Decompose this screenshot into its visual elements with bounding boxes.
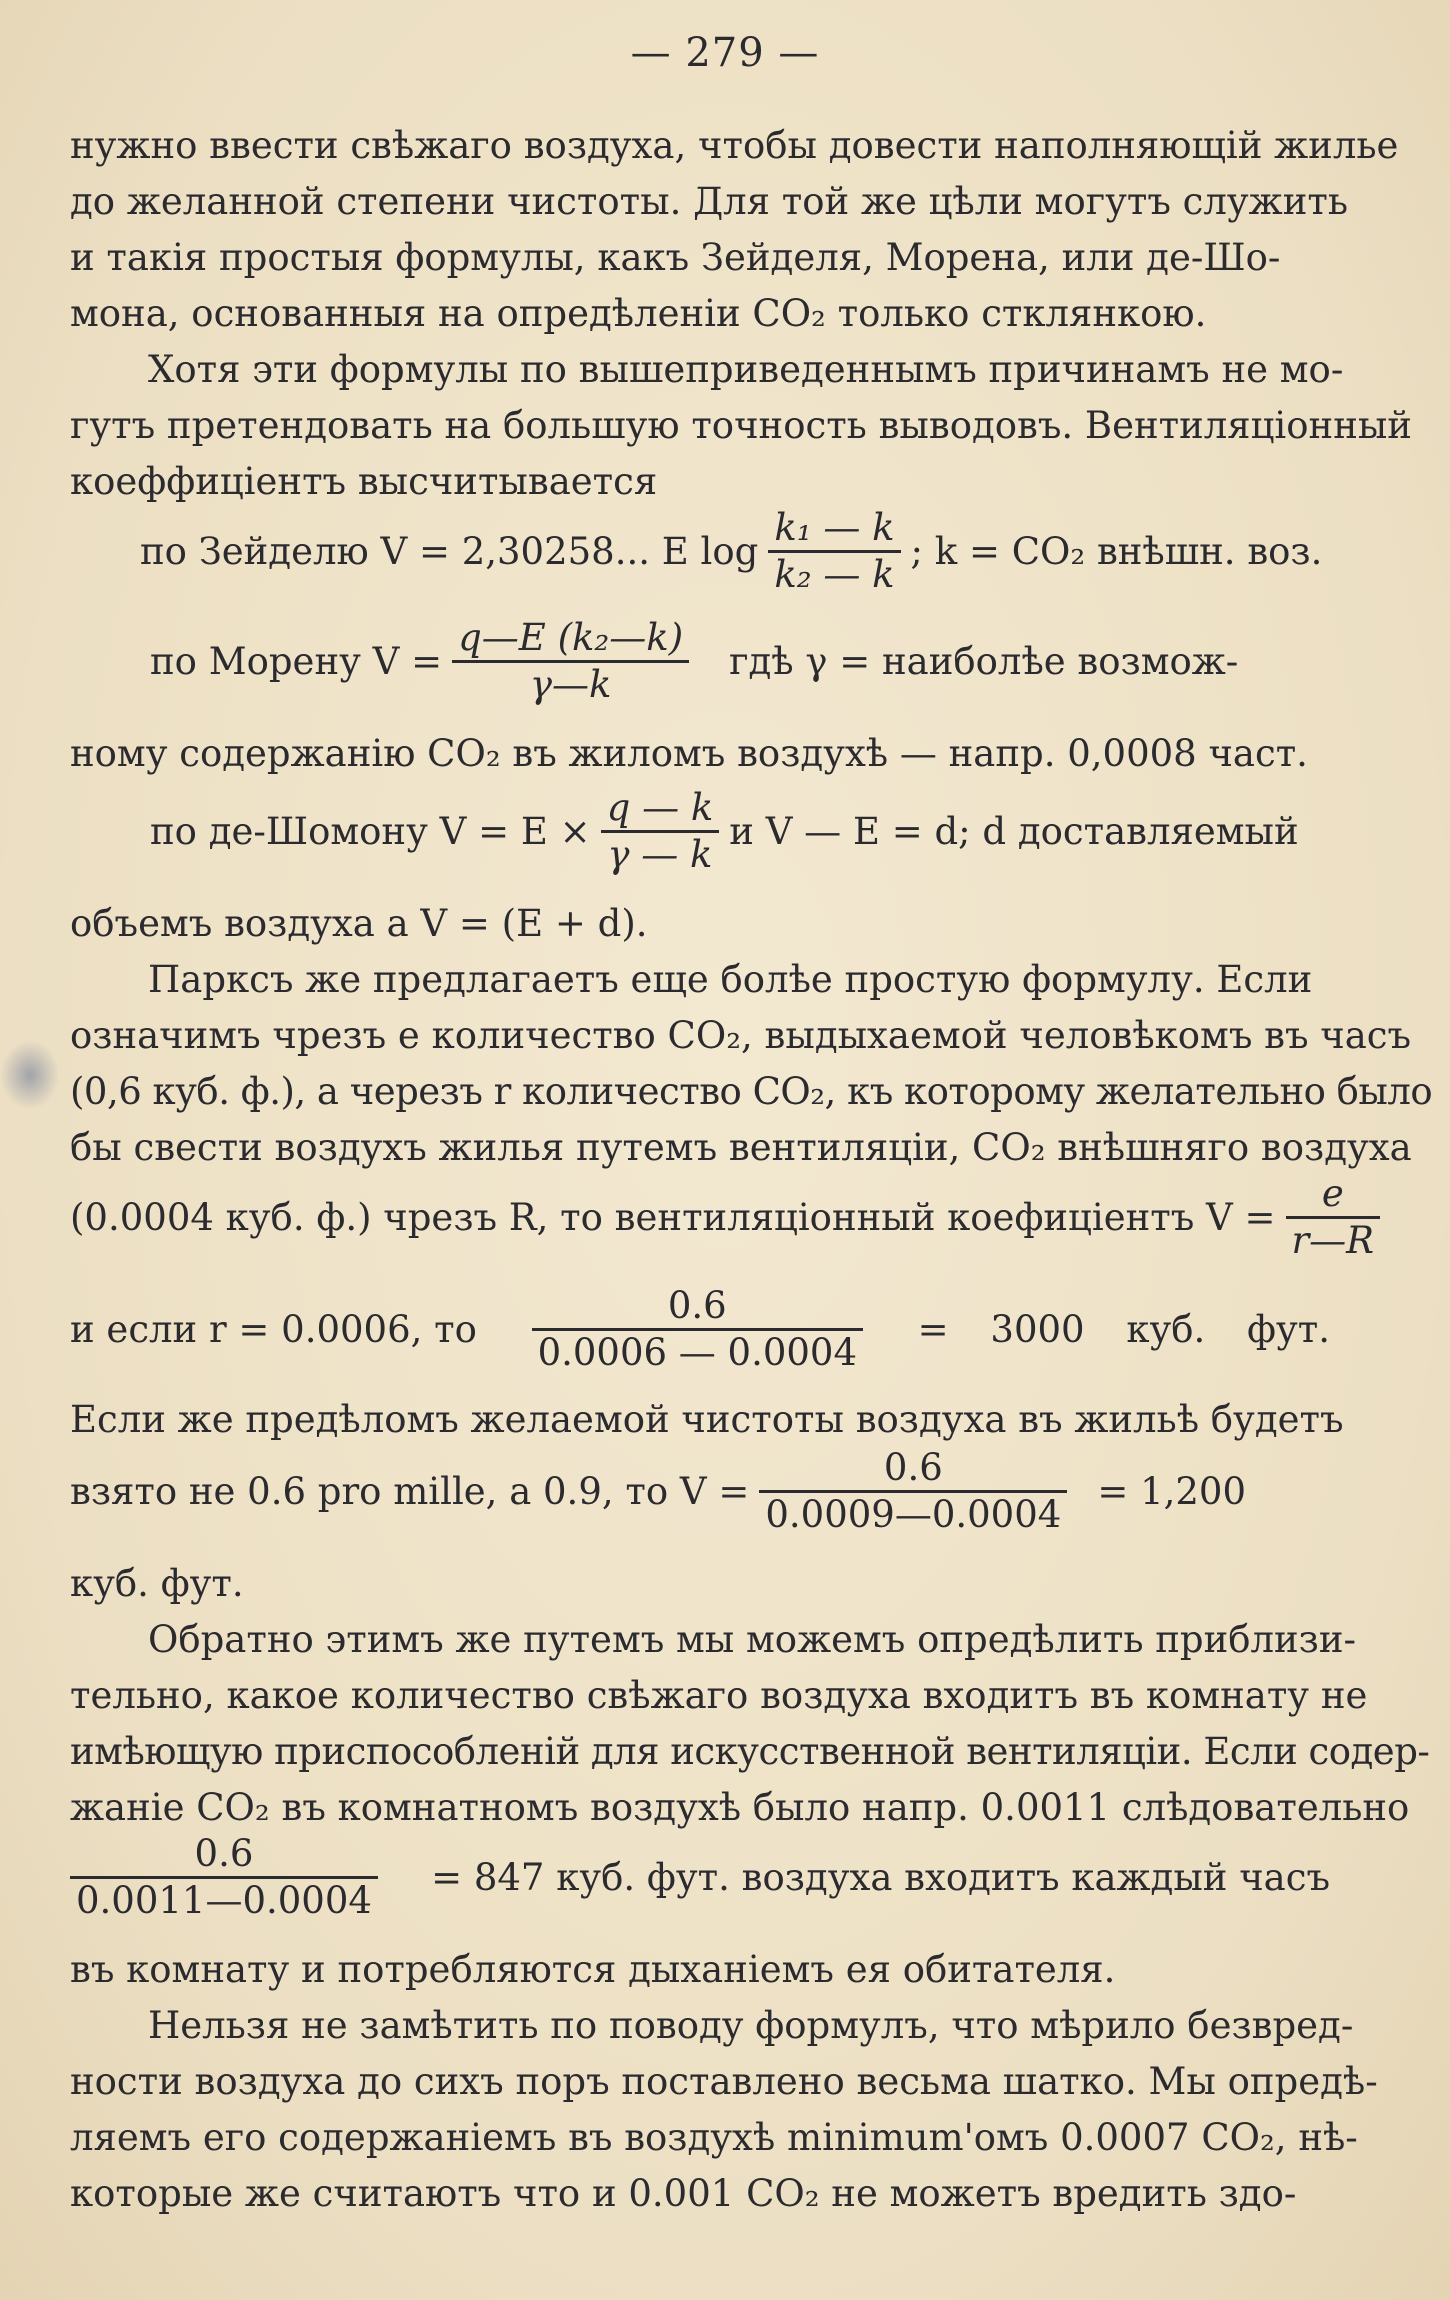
formula-lead: по де-Шомону V = E ×	[150, 810, 591, 853]
fraction-numerator: 0.6	[667, 1284, 727, 1327]
text-line: и такія простыя формулы, какъ Зейделя, Морена, или де-Шо-	[70, 236, 1281, 279]
text-line: (0,6 куб. ф.), а черезъ r количество CO₂, къ которому желательно было	[70, 1070, 1433, 1113]
formula-lead: и если r = 0.0006, то	[70, 1308, 477, 1351]
fraction	[1286, 1172, 1381, 1263]
fraction-denominator: 0.0009—0.0004	[765, 1493, 1062, 1536]
fraction	[452, 616, 689, 707]
fraction	[532, 1284, 863, 1375]
formula-tail: = 847 куб. фут. воздуха входитъ каждый часъ	[431, 1856, 1330, 1899]
formula-example-2	[70, 1446, 1330, 1537]
fraction	[759, 1446, 1067, 1537]
text-line: до желанной степени чистоты. Для той же цѣли могутъ служить	[70, 180, 1348, 223]
text-line: жаніе CO₂ въ комнатномъ воздухѣ было напр. 0.0011 слѣдовательно	[70, 1786, 1410, 1829]
text-line: Хотя эти формулы по вышеприведеннымъ причинамъ не мо-	[148, 348, 1344, 391]
text-line: тельно, какое количество свѣжаго воздуха входитъ въ комнату не	[70, 1674, 1368, 1717]
formula-tail: = 1,200	[1097, 1470, 1246, 1513]
formula-chaumont	[70, 786, 1330, 877]
formula-lead: взято не 0.6 pro mille, а 0.9, то V =	[70, 1470, 750, 1513]
formula-example-1	[70, 1284, 1330, 1375]
fraction-numerator: 0.6	[883, 1446, 943, 1489]
formula-lead: по Зейделю V = 2,30258... E log	[140, 530, 759, 573]
text-line: ности воздуха до сихъ поръ поставлено весьма шатко. Мы опредѣ-	[70, 2060, 1378, 2103]
formula-moren	[70, 616, 1330, 707]
text-line: Обратно этимъ же путемъ мы можемъ опредѣлить приблизи-	[148, 1618, 1357, 1661]
fraction-denominator: γ — k	[607, 833, 713, 876]
fraction-numerator: k₁ — k	[774, 506, 895, 549]
fraction-numerator: q—E (k₂—k)	[458, 616, 684, 659]
fraction-denominator: r—R	[1291, 1219, 1375, 1262]
fraction-numerator: q — k	[606, 786, 714, 829]
text-line: куб. фут.	[70, 1562, 244, 1605]
fraction-denominator: 0.0006 — 0.0004	[537, 1331, 858, 1374]
formula-lead: (0.0004 куб. ф.) чрезъ R, то вентиляціонный коефиціентъ V =	[70, 1196, 1276, 1239]
text-line: Парксъ же предлагаетъ еще болѣе простую формулу. Если	[148, 958, 1313, 1001]
formula-tail: и V — E = d; d доставляемый	[729, 810, 1299, 853]
fraction-numerator: 0.6	[194, 1832, 254, 1875]
fraction-denominator: γ—k	[529, 663, 612, 706]
formula-tail: ; k = CO₂ внѣшн. воз.	[910, 530, 1323, 573]
formula-lead: по Морену V =	[150, 640, 443, 683]
page-number: — 279 —	[630, 30, 820, 76]
text-line: гутъ претендовать на большую точность выводовъ. Вентиляціонный	[70, 404, 1412, 447]
formula-tail: гдѣ γ = наиболѣе возмож-	[729, 640, 1239, 683]
fraction	[768, 506, 900, 597]
text-line: въ комнату и потребляются дыханіемъ ея обитателя.	[70, 1948, 1116, 1991]
text-line: Нельзя не замѣтить по поводу формулъ, что мѣрило безвред-	[148, 2004, 1354, 2047]
text-line: коеффиціентъ высчитывается	[70, 460, 658, 503]
text-line: имѣющую приспособленій для искусственной вентиляціи. Если содер-	[70, 1730, 1430, 1773]
text-line: которые же считаютъ что и 0.001 CO₂ не можетъ вредить здо-	[70, 2172, 1297, 2215]
text-line: объемъ воздуха а V = (E + d).	[70, 902, 648, 945]
fraction-denominator: 0.0011—0.0004	[76, 1879, 372, 1922]
formula-seidel	[70, 506, 1330, 597]
formula-example-3	[70, 1832, 1330, 1923]
formula-parkes	[70, 1172, 1375, 1263]
text-line: бы свести воздухъ жилья путемъ вентиляціи, CO₂ внѣшняго воздуха	[70, 1126, 1412, 1169]
text-line: ному содержанію CO₂ въ жиломъ воздухѣ — напр. 0,0008 част.	[70, 732, 1308, 775]
fraction	[601, 786, 720, 877]
text-line: ляемъ его содержаніемъ въ воздухѣ minimum'омъ 0.0007 CO₂, нѣ-	[70, 2116, 1358, 2159]
fraction-denominator: k₂ — k	[774, 553, 895, 596]
formula-tail: = 3000 куб. фут.	[917, 1308, 1330, 1351]
fraction-numerator: e	[1321, 1172, 1344, 1215]
text-line: Если же предѣломъ желаемой чистоты воздуха въ жильѣ будетъ	[70, 1398, 1344, 1441]
fraction	[70, 1832, 378, 1923]
ink-stain	[0, 1040, 60, 1110]
text-line: мона, основанныя на опредѣленіи CO₂ только стклянкою.	[70, 292, 1207, 335]
text-line: означимъ чрезъ e количество CO₂, выдыхаемой человѣкомъ въ часъ	[70, 1014, 1412, 1057]
text-line: нужно ввести свѣжаго воздуха, чтобы довести наполняющій жилье	[70, 124, 1399, 167]
